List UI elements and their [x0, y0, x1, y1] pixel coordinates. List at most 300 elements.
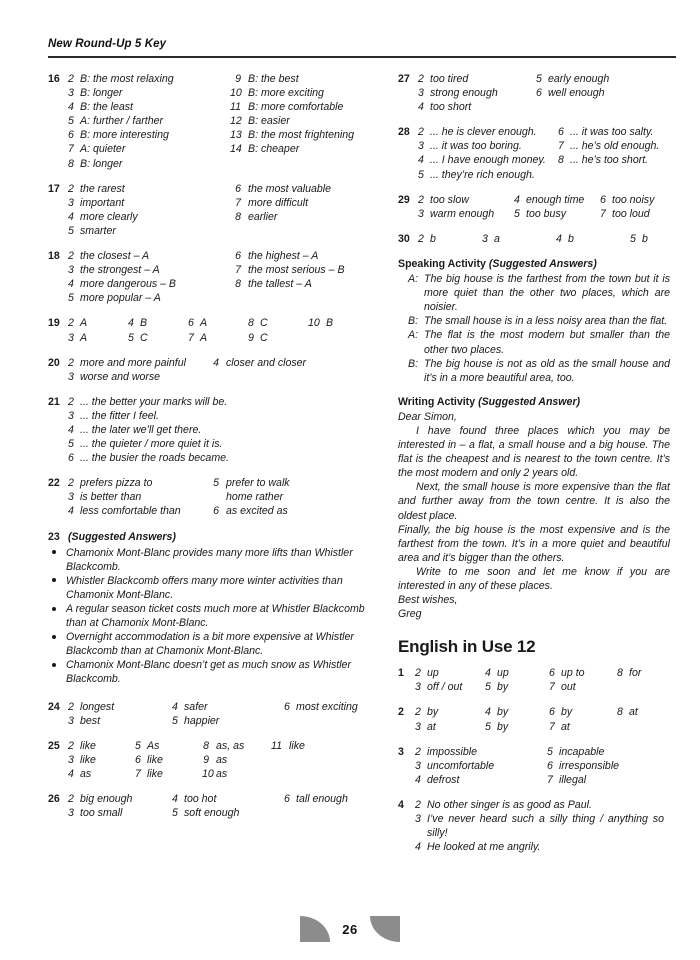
answer-text [326, 331, 370, 345]
list-item [48, 574, 370, 602]
answer-grid [415, 745, 670, 787]
letter-closing: Best wishes, [398, 594, 458, 607]
answer-text: closer and closer [226, 356, 307, 369]
answer-index: 2 [418, 73, 424, 85]
bullet-text: Chamonix Mont-Blanc doesn’t get as much snow as Whistler Blackcomb. [66, 659, 351, 686]
answer-index: 3 [68, 264, 74, 277]
answer-text: a [494, 232, 500, 245]
list-item [48, 546, 370, 574]
section-heading-english-in-use: English in Use 12 [398, 637, 536, 657]
answer-index: 4 [485, 667, 491, 680]
answer-text: A [200, 317, 208, 330]
exercise-26 [48, 792, 370, 820]
answer-index: 8 [68, 157, 74, 170]
answer-text: as excited as [226, 505, 288, 518]
footer-ornament-left-icon [300, 916, 330, 942]
answer-grid [415, 705, 670, 733]
bullet-icon [52, 663, 56, 667]
exercise-29 [398, 193, 670, 221]
answer-grid [68, 182, 370, 238]
answer-text: is better than [80, 491, 142, 504]
answer-index: 5 [68, 292, 74, 305]
answer-grid [418, 72, 670, 114]
answer-index: 5 [514, 207, 520, 220]
answer-text: A [200, 331, 208, 344]
answer-index [536, 100, 548, 114]
answer-index: 6 [284, 700, 290, 713]
exercise-number: 29 [398, 193, 410, 206]
answer-index: 7 [188, 331, 194, 344]
answer-text: worse and worse [80, 370, 161, 383]
answer-text: B: more exciting [248, 87, 324, 100]
answer-index [308, 331, 326, 345]
answer-index: 7 [558, 140, 564, 153]
answer-text: the highest – A [248, 250, 319, 263]
answer-index: 2 [68, 182, 74, 195]
answer-index: 3 [418, 207, 424, 220]
answer-index: 3 [418, 140, 424, 153]
bullet-text: Overnight accommodation is a bit more expensive at Whistler Blackcomb than at Chamonix Mont-Blanc. [66, 631, 354, 658]
answer-index: 9 [248, 331, 254, 344]
answer-text [296, 714, 370, 728]
answer-text [289, 753, 370, 767]
dialogue-list [408, 272, 670, 385]
answer-index: 3 [68, 196, 74, 209]
answer-index: 2 [415, 745, 421, 758]
answer-text: ... he is clever enough. [430, 126, 537, 139]
answer-index: 2 [68, 739, 74, 752]
answer-index: 3 [68, 491, 74, 504]
answer-text: big enough [80, 793, 133, 806]
answer-text [570, 168, 670, 182]
exercise-30 [398, 232, 670, 246]
answer-text: ... the better your marks will be. [80, 395, 228, 408]
answer-index: 5 [630, 232, 636, 245]
answer-text: at [561, 720, 570, 733]
speaker-text: The flat is the most modern but smaller than the other two places. [424, 329, 670, 356]
answer-index: 6 [600, 193, 606, 206]
answer-index: 11 [271, 739, 282, 752]
answer-index: 5 [485, 720, 491, 733]
answer-text: b [430, 232, 436, 245]
speaker-label: B: [408, 357, 419, 370]
answer-text: more popular – A [80, 292, 161, 305]
answer-index: 4 [68, 210, 74, 223]
answer-text: too tired [430, 73, 469, 85]
right-column [370, 72, 670, 865]
exercise-16 [48, 72, 370, 171]
answer-index: 2 [68, 477, 74, 490]
answer-index: 12 [230, 115, 242, 128]
page-number: 26 [342, 921, 358, 937]
answer-text: too busy [526, 207, 567, 220]
answer-text: defrost [427, 773, 460, 786]
answer-index: 3 [68, 370, 74, 383]
answer-index [230, 291, 248, 305]
two-column-body [40, 72, 678, 865]
answer-index [617, 680, 629, 694]
answer-text: B [140, 317, 148, 330]
exercise-25 [48, 739, 370, 781]
answer-index: 2 [415, 798, 421, 811]
running-header [40, 38, 678, 62]
answer-index: 9 [235, 73, 241, 85]
answer-text: b [642, 232, 648, 245]
answer-index: 9 [203, 753, 209, 766]
answer-index: 14 [230, 143, 242, 156]
letter-paragraph: Next, the small house is more expensive than the flat and further away from the town centre. It is also the oldest place. [398, 481, 670, 522]
answer-index: 5 [172, 714, 178, 727]
exercise-19 [48, 316, 370, 344]
bullet-icon [52, 578, 56, 582]
answer-text: C [260, 317, 268, 330]
answer-index: 4 [172, 700, 178, 713]
answer-index: 2 [418, 232, 424, 245]
answer-text: B [326, 317, 334, 330]
answer-text: ... he’s too short. [570, 154, 649, 167]
answer-index: 4 [68, 278, 74, 291]
answer-grid [68, 316, 370, 344]
answer-text: As [147, 739, 160, 752]
answer-text: out [561, 681, 576, 694]
answer-text: the tallest – A [248, 278, 312, 291]
answer-index: 6 [68, 129, 74, 142]
answer-index: 4 [68, 101, 74, 114]
answer-text: C [140, 331, 148, 344]
answer-index: 5 [128, 331, 134, 344]
exercise-number: 4 [398, 798, 404, 811]
answer-index: 13 [230, 129, 242, 142]
page-title: New Round-Up 5 Key [48, 38, 167, 50]
answer-text: up [497, 667, 509, 680]
answer-text: too short [430, 101, 472, 114]
answer-text: B: longer [80, 157, 123, 170]
list-item [48, 602, 370, 630]
answer-text: irresponsible [559, 759, 620, 772]
answer-text: too slow [430, 193, 469, 206]
answer-text: as [216, 767, 228, 780]
bullet-list [48, 546, 370, 687]
answer-text [248, 224, 370, 238]
english-in-use-exercise-4 [398, 798, 670, 854]
answer-text: I’ve never heard such a silly thing / anything so silly! [427, 813, 664, 840]
answer-index: 6 [235, 250, 241, 263]
answer-grid [418, 193, 670, 221]
answer-index: 11 [230, 101, 241, 114]
answer-text [248, 157, 370, 171]
answer-index: 7 [68, 143, 74, 156]
answer-text: by [427, 706, 439, 719]
exercise-22 [48, 476, 370, 518]
answer-text: A: quieter [80, 143, 126, 156]
answer-index: 4 [68, 423, 74, 436]
answer-index: 3 [68, 331, 74, 344]
answer-index: 10 [230, 87, 242, 100]
answer-index: 2 [418, 126, 424, 139]
exercise-number: 22 [48, 477, 60, 490]
footer-ornament-right-icon [370, 916, 400, 942]
answer-text: like [80, 753, 96, 766]
answer-index [230, 224, 248, 238]
answer-index: 2 [68, 700, 74, 713]
answer-index: 6 [284, 793, 290, 806]
answer-index [230, 157, 248, 171]
answer-text: B: longer [80, 87, 123, 100]
answer-text: the rarest [80, 182, 125, 195]
exercise-number: 17 [48, 182, 60, 195]
answer-index [558, 168, 570, 182]
dialogue-line [408, 328, 670, 356]
answer-index [284, 714, 296, 728]
list-item [48, 630, 370, 658]
answer-index [271, 753, 289, 767]
answer-text: as, as [216, 739, 245, 752]
answer-text: the strongest – A [80, 264, 160, 277]
answer-index: 4 [68, 767, 74, 780]
answer-index: 4 [485, 706, 491, 719]
answer-text: prefer to walk [226, 477, 290, 490]
answer-index: 7 [235, 196, 241, 209]
bullet-icon [52, 607, 56, 611]
speaking-activity-section [398, 257, 670, 385]
answer-text: tall enough [296, 793, 348, 806]
answer-text: earlier [248, 210, 278, 223]
answer-index: 3 [68, 409, 74, 422]
answer-text: early enough [548, 73, 610, 85]
answer-index: 6 [235, 182, 241, 195]
answer-index: 3 [68, 753, 74, 766]
answer-text: by [497, 706, 509, 719]
answer-text: best [80, 714, 101, 727]
answer-index: 4 [514, 193, 520, 206]
answer-text [629, 680, 670, 694]
speaker-text: The small house is in a less noisy area than the flat. [424, 315, 668, 328]
answer-text: like [147, 753, 163, 766]
answer-text: more dangerous – B [80, 278, 176, 291]
answer-index: 3 [415, 720, 421, 733]
answer-index: 4 [68, 505, 74, 518]
answer-grid [68, 792, 370, 820]
exercise-28 [398, 125, 670, 181]
suggested-answers-label: (Suggested Answers) [68, 530, 176, 543]
answer-index: 6 [68, 452, 74, 465]
letter-signature: Greg [398, 608, 422, 621]
answer-text: ... it was too boring. [430, 140, 522, 153]
english-in-use-exercise-2 [398, 705, 670, 733]
speaking-activity-heading [398, 257, 670, 271]
answer-grid [68, 395, 370, 465]
answer-index [210, 370, 226, 384]
answer-text: B: the most frightening [248, 129, 354, 142]
exercise-number: 16 [48, 73, 60, 85]
answer-index: 3 [482, 232, 488, 245]
answer-text: too noisy [612, 193, 655, 206]
answer-index: 7 [549, 720, 555, 733]
answer-text: by [497, 720, 509, 733]
speaker-label: B: [408, 315, 419, 328]
answer-text: B: the least [80, 101, 133, 114]
answer-index [284, 806, 296, 820]
answer-index: 8 [235, 210, 241, 223]
answer-text: A [80, 331, 88, 344]
answer-index: 6 [188, 317, 194, 330]
answer-text: strong enough [430, 87, 498, 100]
answer-text: more difficult [248, 196, 309, 209]
answer-index: 3 [68, 714, 74, 727]
answer-text: the most valuable [248, 182, 332, 195]
answer-index: 5 [547, 745, 553, 758]
answer-index: 5 [418, 168, 424, 181]
answer-text: B: easier [248, 115, 290, 128]
answer-text: ... it was too salty. [570, 126, 654, 139]
answer-index: 10 [202, 767, 214, 780]
letter-paragraph: Finally, the big house is the most expensive and is the farthest from the town. It’s in a more quiet and beautiful area and it’s bigger than the others. [398, 523, 670, 564]
exercise-number: 19 [48, 317, 60, 330]
answer-index: 4 [418, 154, 424, 167]
answer-index: 6 [536, 87, 542, 100]
english-in-use-exercise-1 [398, 666, 670, 694]
answer-text: by [497, 681, 509, 694]
exercise-23 [48, 530, 370, 687]
answer-index [210, 490, 226, 504]
answer-text: prefers pizza to [80, 477, 153, 490]
answer-text: incapable [559, 745, 605, 758]
answer-text: like [147, 767, 163, 780]
answer-index: 6 [213, 505, 219, 518]
answer-index: 4 [415, 841, 421, 854]
answer-index: 5 [68, 438, 74, 451]
answer-grid [68, 700, 370, 728]
answer-text: B: the best [248, 73, 299, 85]
bullet-text: A regular season ticket costs much more at Whistler Blackcomb than at Chamonix Mont-Blanc. [66, 603, 365, 630]
answer-text [296, 806, 370, 820]
letter-paragraph: I have found three places which you may be interested in – a flat, a small house and a big house. The flat is the cheapest and is nearest to the town centre. It’s the most modern and only 2 years old. [398, 424, 670, 480]
exercise-number: 3 [398, 745, 404, 758]
exercise-number: 2 [398, 706, 404, 719]
answer-index: 4 [213, 356, 219, 369]
answer-text: ... the fitter I feel. [80, 409, 159, 422]
answer-text: too hot [184, 793, 217, 806]
answer-text: up to [561, 667, 585, 680]
exercise-number: 25 [48, 739, 60, 752]
answer-grid [68, 356, 370, 384]
answer-index: 3 [68, 807, 74, 820]
answer-text: as [80, 767, 92, 780]
answer-index: 6 [549, 667, 555, 680]
answer-index: 5 [213, 477, 219, 490]
exercise-17 [48, 182, 370, 238]
exercise-24 [48, 700, 370, 728]
letter-body [398, 410, 670, 621]
answer-text [289, 767, 370, 781]
answer-index: 5 [485, 681, 491, 694]
answer-text: He looked at me angrily. [427, 841, 541, 854]
exercise-number: 18 [48, 250, 60, 263]
answer-index: 6 [558, 126, 564, 139]
answer-grid [68, 249, 370, 305]
answer-grid [418, 125, 670, 181]
list-item [48, 658, 370, 686]
answer-index: 2 [68, 395, 74, 408]
speaker-text: The big house is not as old as the small house and it’s in a more beautiful area, too. [424, 357, 670, 384]
answer-index: 2 [68, 356, 74, 369]
answer-text: ... he’s old enough. [570, 140, 660, 153]
answer-text: most exciting [296, 700, 358, 713]
answer-text: the most serious – B [248, 264, 345, 277]
answer-grid [415, 666, 670, 694]
answer-text: soft enough [184, 807, 240, 820]
answer-text: ... the later we’ll get there. [80, 423, 202, 436]
answer-index [271, 767, 289, 781]
writing-activity-heading [398, 395, 670, 409]
dialogue-line [408, 314, 670, 328]
answer-text: longest [80, 700, 115, 713]
answer-text: by [561, 706, 573, 719]
exercise-number: 28 [398, 126, 410, 139]
answer-text: warm enough [430, 207, 495, 220]
bullet-icon [52, 635, 56, 639]
answer-text: like [289, 739, 305, 752]
answer-index [617, 720, 629, 734]
exercise-number: 27 [398, 73, 410, 85]
answer-index: 5 [135, 739, 141, 752]
answer-index: 6 [135, 753, 141, 766]
answer-index: 8 [558, 154, 564, 167]
writing-activity-section [398, 395, 670, 622]
answer-index: 2 [68, 793, 74, 806]
answer-text: C [260, 331, 268, 344]
answer-text: ... I have enough money. [430, 154, 546, 167]
answer-text: home rather [226, 491, 284, 504]
answer-text: for [629, 667, 642, 680]
answer-text: off / out [427, 681, 463, 694]
speaking-heading-label: Speaking Activity [398, 257, 489, 270]
answer-index: 3 [68, 87, 74, 100]
answer-grid [68, 739, 370, 781]
bullet-icon [52, 550, 56, 554]
answer-text: enough time [526, 193, 585, 206]
writing-heading-label: Writing Activity [398, 395, 479, 408]
answer-index: 6 [547, 759, 553, 772]
answer-text: more clearly [80, 210, 138, 223]
answer-index: 4 [172, 793, 178, 806]
answer-text: uncomfortable [427, 759, 495, 772]
answer-grid [68, 72, 370, 171]
answer-index: 7 [235, 264, 241, 277]
answer-index: 8 [617, 667, 623, 680]
answer-index: 7 [600, 207, 606, 220]
letter-salutation: Dear Simon, [398, 410, 457, 423]
answer-index: 5 [536, 73, 542, 85]
answer-index: 3 [415, 759, 421, 772]
answer-text: less comfortable than [80, 505, 181, 518]
answer-index: 5 [172, 807, 178, 820]
speaker-text: The big house is the farthest from the town but it is more quiet than the other two places, which are noisier. [424, 273, 670, 314]
answer-text: B: more interesting [80, 129, 169, 142]
speaker-label: A: [408, 273, 419, 286]
answer-text: A [80, 317, 88, 330]
answer-index: 4 [128, 317, 134, 330]
answer-text: at [629, 706, 638, 719]
answer-text [629, 720, 670, 734]
answer-text: safer [184, 700, 208, 713]
answer-text [248, 291, 370, 305]
answer-text: A: further / farther [80, 115, 164, 128]
writing-heading-suffix: (Suggested Answer) [478, 395, 581, 408]
answer-index: 2 [415, 706, 421, 719]
answer-text: too loud [612, 207, 650, 220]
exercise-27 [398, 72, 670, 114]
